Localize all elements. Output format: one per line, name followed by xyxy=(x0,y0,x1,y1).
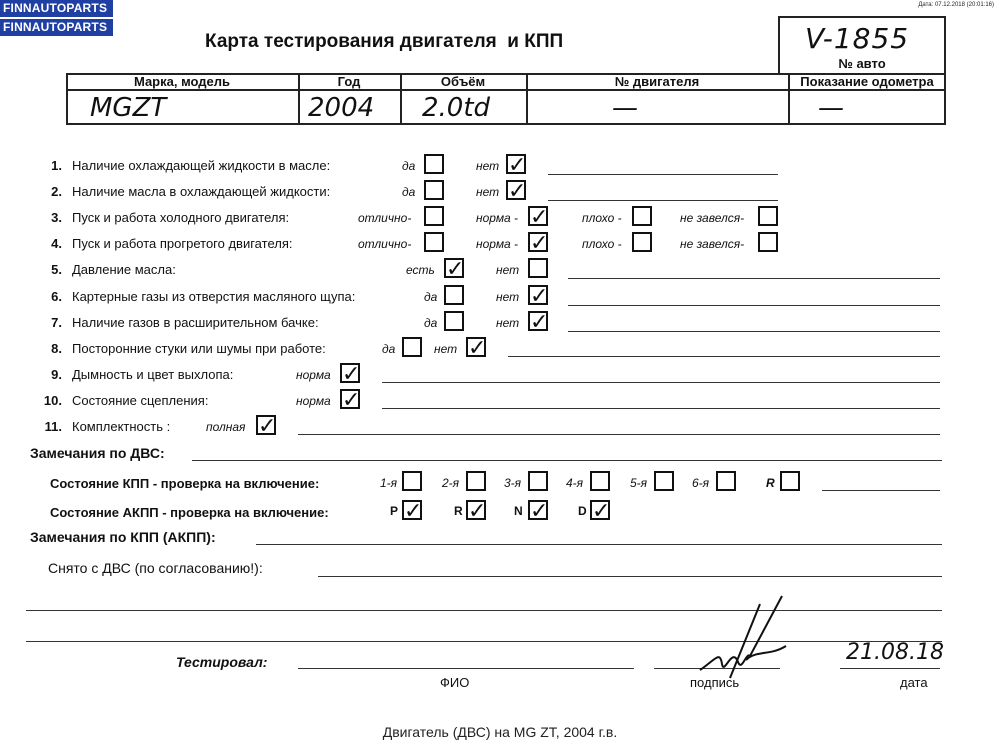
option-label: есть xyxy=(406,263,435,277)
option-label: нет xyxy=(434,342,458,356)
option-label: да xyxy=(382,342,396,356)
checkbox-absent[interactable] xyxy=(528,258,548,278)
option-label: да xyxy=(424,316,438,330)
item-number: 8. xyxy=(51,341,62,356)
item-label: Давление масла: xyxy=(72,262,176,277)
option-label: да xyxy=(402,185,416,199)
checkbox-gear-2[interactable] xyxy=(466,471,486,491)
checkbox-present[interactable] xyxy=(444,257,465,282)
item-number: 10. xyxy=(43,393,62,408)
checkbox-excellent[interactable] xyxy=(424,232,444,252)
kpp-label-text: Состояние КПП - проверка на включение: xyxy=(50,476,320,491)
handwritten-test-date: 21.08.18 xyxy=(846,640,944,665)
item-label: Наличие газов в расширительном бачке: xyxy=(72,315,319,330)
checkmark-icon: ✓ xyxy=(530,205,549,230)
checkbox-bad[interactable] xyxy=(632,232,652,252)
notes-line xyxy=(568,305,940,306)
removed-line xyxy=(318,576,942,577)
gear-label: 6-я xyxy=(692,476,710,490)
checkbox-normal[interactable] xyxy=(340,362,361,387)
fio-line xyxy=(298,668,634,669)
signature-label: подпись xyxy=(690,675,740,690)
value-odometer: — xyxy=(818,93,844,123)
checkbox-no-start[interactable] xyxy=(758,206,778,226)
checkbox-no-start[interactable] xyxy=(758,232,778,252)
value-engine-number: — xyxy=(612,93,638,123)
option-label: норма xyxy=(296,368,331,382)
checkbox-yes[interactable] xyxy=(424,154,444,174)
checkbox-yes[interactable] xyxy=(444,311,464,331)
checkmark-icon: ✓ xyxy=(446,257,465,282)
option-label: не завелся- xyxy=(680,237,745,251)
kpp-label xyxy=(50,476,319,491)
checkbox-akpp-n[interactable] xyxy=(528,499,549,524)
checkmark-icon: ✓ xyxy=(468,336,487,361)
dvs-remarks-line xyxy=(192,460,942,461)
image-caption: Двигатель (ДВС) на MG ZT, 2004 г.в. xyxy=(382,724,618,740)
item-label: Пуск и работа холодного двигателя: xyxy=(72,210,290,225)
dvs-remarks-label: Замечания по ДВС: xyxy=(30,445,165,461)
item-number: 6. xyxy=(51,289,62,304)
notes-line xyxy=(568,331,940,332)
checkmark-icon: ✓ xyxy=(404,499,423,524)
checkmark-icon: ✓ xyxy=(530,499,549,524)
handwritten-signature xyxy=(690,590,800,690)
option-label: норма - xyxy=(476,237,519,251)
checkmark-icon: ✓ xyxy=(530,310,549,335)
item-number: 11. xyxy=(44,419,62,434)
item-label: Дымность и цвет выхлопа: xyxy=(72,367,234,382)
checkbox-akpp-d[interactable] xyxy=(590,499,611,524)
checkbox-gear-6[interactable] xyxy=(716,471,736,491)
checkbox-gear-3[interactable] xyxy=(528,471,548,491)
vehicle-number-value: V-1855 xyxy=(805,22,910,55)
option-label: плохо - xyxy=(582,211,622,225)
checkmark-icon: ✓ xyxy=(508,179,527,204)
checkbox-gear-r[interactable] xyxy=(780,471,800,491)
akpp-label-text: Состояние АКПП - проверка на включение: xyxy=(50,505,329,520)
header-engine-number: № двигателя xyxy=(614,74,700,89)
option-label: да xyxy=(424,290,438,304)
form-title: Карта тестирования двигателя и КПП xyxy=(205,31,564,52)
item-number: 4. xyxy=(51,236,62,251)
item-label: Картерные газы из отверстия масляного щупа: xyxy=(72,289,356,304)
gear-label: 4-я xyxy=(566,476,584,490)
checkbox-gear-4[interactable] xyxy=(590,471,610,491)
option-label: не завелся- xyxy=(680,211,745,225)
date-line xyxy=(840,668,940,669)
option-label: да xyxy=(402,159,416,173)
checkbox-no[interactable] xyxy=(528,310,549,335)
vehicle-number-label: № авто xyxy=(838,56,886,71)
item-number: 1. xyxy=(51,158,62,173)
checkbox-gear-1[interactable] xyxy=(402,471,422,491)
checkbox-complete[interactable] xyxy=(256,414,277,439)
item-label: Наличие масла в охлаждающей жидкости: xyxy=(72,184,331,199)
option-label: нет xyxy=(476,185,500,199)
logo-finnautoparts-secondary: FINNAUTOPARTS xyxy=(0,19,113,36)
gear-label: 1-я xyxy=(380,476,398,490)
akpp-position-label: D xyxy=(578,504,587,518)
value-year: 2004 xyxy=(308,93,375,123)
notes-line xyxy=(382,382,940,383)
item-label: Наличие охлаждающей жидкости в масле: xyxy=(72,158,331,173)
item-number: 7. xyxy=(51,315,62,330)
item-number: 9. xyxy=(51,367,62,382)
akpp-position-label: P xyxy=(390,504,399,518)
checkmark-icon: ✓ xyxy=(592,499,611,524)
header-make-model: Марка, модель xyxy=(133,74,231,89)
notes-line xyxy=(548,174,778,175)
notes-line xyxy=(548,200,778,201)
header-divider xyxy=(66,89,946,91)
notes-line xyxy=(298,434,940,435)
item-number: 3. xyxy=(51,210,62,225)
checkmark-icon: ✓ xyxy=(342,362,361,387)
header-odometer: Показание одометра xyxy=(800,74,934,89)
checkmark-icon: ✓ xyxy=(530,284,549,309)
header-volume: Объём xyxy=(440,74,486,89)
fio-label: ФИО xyxy=(440,675,470,690)
option-label: нет xyxy=(496,290,520,304)
notes-line xyxy=(382,408,940,409)
checkbox-yes[interactable] xyxy=(402,337,422,357)
checkbox-yes[interactable] xyxy=(444,285,464,305)
kpp-remarks-line xyxy=(256,544,942,545)
gear-label: 5-я xyxy=(630,476,648,490)
checkbox-no[interactable] xyxy=(466,336,487,361)
checkbox-normal[interactable] xyxy=(528,205,549,230)
option-label: нет xyxy=(496,316,520,330)
gear-label: R xyxy=(766,476,775,490)
date-label: дата xyxy=(900,675,928,690)
notes-line xyxy=(508,356,940,357)
removed-label: Снято с ДВС (по согласованию!): xyxy=(48,560,263,576)
option-label: отлично- xyxy=(358,211,412,225)
checkbox-bad[interactable] xyxy=(632,206,652,226)
notes-line xyxy=(568,278,940,279)
item-label: Пуск и работа прогретого двигателя: xyxy=(72,236,293,251)
checkbox-normal[interactable] xyxy=(340,388,361,413)
checkbox-yes[interactable] xyxy=(424,180,444,200)
kpp-notes-line xyxy=(822,490,940,491)
option-label: норма xyxy=(296,394,331,408)
item-label: Состояние сцепления: xyxy=(72,393,209,408)
value-make-model: MGZT xyxy=(90,93,167,123)
checkmark-icon: ✓ xyxy=(508,153,527,178)
option-label: отлично- xyxy=(358,237,412,251)
akpp-position-label: N xyxy=(514,504,523,518)
akpp-label xyxy=(50,505,329,520)
checkbox-no[interactable] xyxy=(506,153,527,178)
tested-by-label: Тестировал: xyxy=(176,654,268,670)
blank-line xyxy=(26,641,942,642)
checkmark-icon: ✓ xyxy=(530,231,549,256)
gear-label: 3-я xyxy=(504,476,522,490)
checkmark-icon: ✓ xyxy=(342,388,361,413)
kpp-remarks-label: Замечания по КПП (АКПП): xyxy=(30,529,216,545)
checkmark-icon: ✓ xyxy=(468,499,487,524)
akpp-position-label: R xyxy=(454,504,463,518)
option-label: полная xyxy=(206,420,246,434)
checkbox-akpp-r[interactable] xyxy=(466,499,487,524)
checkbox-no[interactable] xyxy=(506,179,527,204)
checkbox-gear-5[interactable] xyxy=(654,471,674,491)
header-year: Год xyxy=(337,74,361,89)
checkbox-no[interactable] xyxy=(528,284,549,309)
checkmark-icon: ✓ xyxy=(258,414,277,439)
item-number: 2. xyxy=(51,184,62,199)
option-label: плохо - xyxy=(582,237,622,251)
option-label: нет xyxy=(476,159,500,173)
checkbox-excellent[interactable] xyxy=(424,206,444,226)
gear-label: 2-я xyxy=(442,476,460,490)
item-label: Посторонние стуки или шумы при работе: xyxy=(72,341,326,356)
item-label: Комплектность : xyxy=(72,419,171,434)
checkbox-akpp-p[interactable] xyxy=(402,499,423,524)
checkbox-normal[interactable] xyxy=(528,231,549,256)
option-label: норма - xyxy=(476,211,519,225)
blank-line xyxy=(26,610,942,611)
logo-finnautoparts: FINNAUTOPARTS xyxy=(0,0,113,17)
item-number: 5. xyxy=(51,262,62,277)
option-label: нет xyxy=(496,263,520,277)
date-stamp: Дата: 07.12.2018 (20:01:16) xyxy=(918,2,994,8)
value-volume: 2.0td xyxy=(422,93,491,123)
